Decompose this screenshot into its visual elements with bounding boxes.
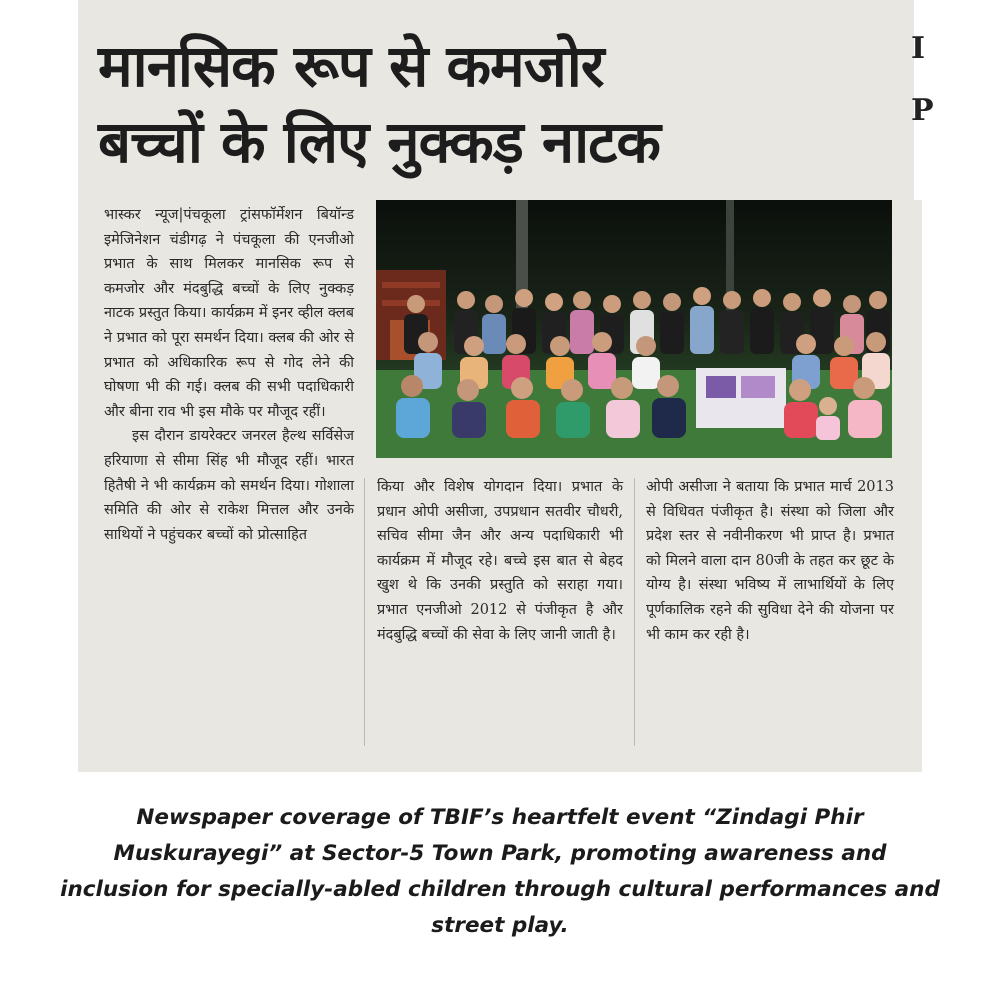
headline-line-2: बच्चों के लिए नुक्कड़ नाटक [98,108,660,176]
adjacent-article-fragment: I [911,31,926,66]
article-column-3 [646,475,894,647]
paragraph: किया और विशेष योगदान दिया। प्रभात के प्रधान ओपी असीजा, उपप्रधान सतवीर चौधरी, सचिव सीमा जैन और अन्य पदाधिकारी भी कार्यक्रम में मौजूद रहे। बच्चे इस बात से बेहद खुश थे कि उनकी प्रस्तुति को सराहा गया। प्रभात एनजीओ 2012 से पंजीकृत है और मंदबुद्धि बच्चों की सेवा के लिए जानी जाती है। [377,479,623,643]
adjacent-article-fragment: P [911,93,934,128]
paragraph: ओपी असीजा ने बताया कि प्रभात मार्च 2013 से विधिवत पंजीकृत है। संस्था को जिला और प्रदेश स्तर से नवीनीकरण भी प्राप्त है। प्रभात को मिलने वाला दान 80जी के तहत कर छूट के योग्य है। संस्था भविष्य में लाभार्थियों के लिए पूर्णकालिक रहने की सुविधा देने की योजना पर भी काम कर रही है। [646,479,894,643]
newspaper-clipping [78,0,934,772]
paragraph: भास्कर न्यूज|पंचकूला ट्रांसफॉर्मेशन बियॉन्ड इमेजिनेशन चंडीगढ़ ने पंचकूला की एनजीओ प्रभात के साथ मिलकर मानसिक रूप से कमजोर और मंदबुद्धि बच्चों के लिए नुक्कड़ नाटक प्रस्तुत किया। कार्यक्रम में इनर व्हील क्लब ने प्रभात को पूरा समर्थन दिया। क्लब की ओर से प्रभात को अधिकारिक रूप से गोद लेने की घोषणा भी की गई। क्लब की सभी पदाधिकारी और बीना राव भी इस मौके पर मौजूद रहीं। [104,207,354,420]
column-divider [364,478,365,746]
paragraph: इस दौरान डायरेक्टर जनरल हैल्थ सर्विसेज हरियाणा से सीमा सिंह भी मौजूद रहीं। भारत हितैषी ने भी कार्यक्रम को समर्थन दिया। गोशाला समिति की ओर से राकेश मित्तल और उनके साथियों ने पहुंचकर बच्चों को प्रोत्साहित [104,428,354,543]
article-headline [98,28,888,180]
article-column-2 [377,475,623,647]
image-caption: Newspaper coverage of TBIF’s heartfelt event “Zindagi Phir Muskurayegi” at Sector-5 Town Park, promoting awareness and inclusion for specially-abled children through cultural performances and street play. [60,805,940,938]
article-column-1 [104,203,354,547]
column-divider [634,478,635,746]
group-photo-illustration [376,200,892,458]
headline-line-1: मानसिक रूप से कमजोर [98,32,604,100]
group-photo [376,200,892,458]
